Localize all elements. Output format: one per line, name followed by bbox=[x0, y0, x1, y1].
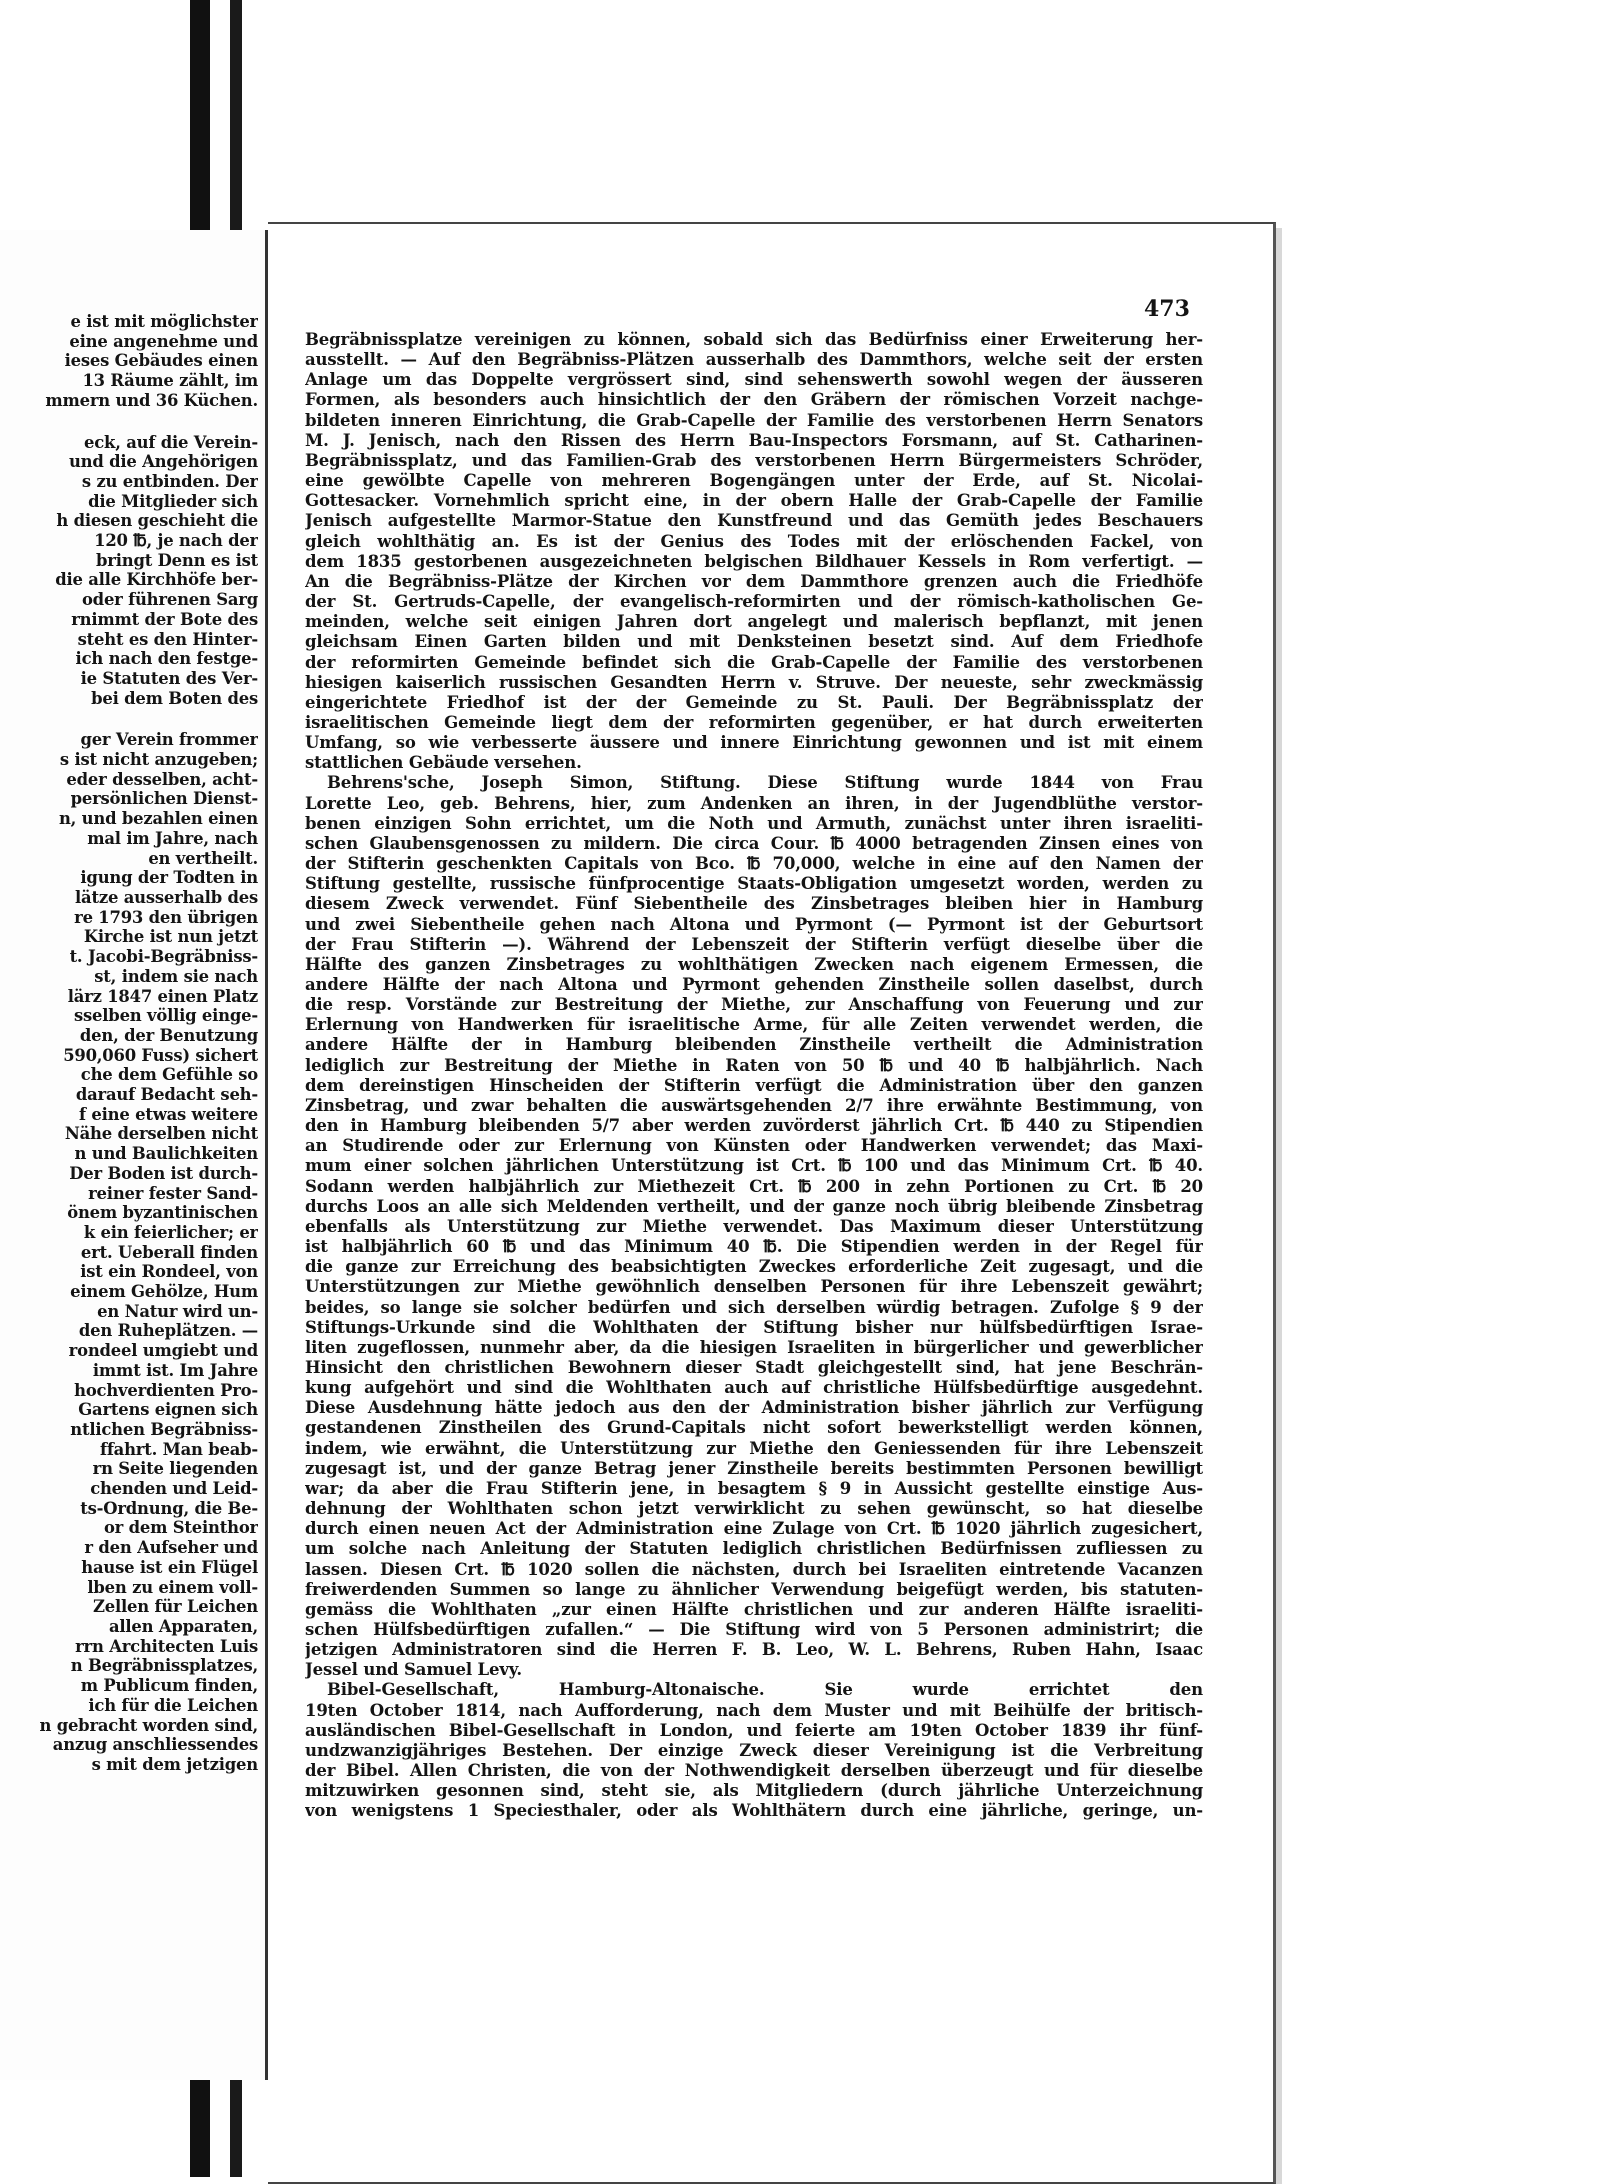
left-text-line: ieses Gebäudes einen bbox=[64, 351, 258, 371]
body-text-line: dem dereinstigen Hinscheiden der Stifterin verfügt die Administration über den ganzen bbox=[305, 1075, 1203, 1095]
body-text-line: M. J. Jenisch, nach den Rissen des Herrn Bau-Inspectors Forsmann, auf St. Catharinen- bbox=[305, 430, 1203, 450]
body-text-line: dem 1835 gestorbenen ausgezeichneten belgischen Bildhauer Kessels in Rom verfertigt. — bbox=[305, 551, 1203, 571]
left-text-line: e ist mit möglichster bbox=[70, 312, 258, 331]
body-text-line: Diese Ausdehnung hätte jedoch aus den der Administration bisher jährlich zur Verfügung bbox=[305, 1398, 1203, 1418]
body-text-line: Jenisch aufgestellte Marmor-Statue den Kunstfreund und das Gemüth jedes Beschauers bbox=[305, 511, 1203, 531]
left-text-line: persönlichen Dienst- bbox=[70, 789, 258, 809]
left-text-line: n Begräbnissplatzes, bbox=[70, 1656, 258, 1676]
body-text-line: Stiftung gestellte, russische fünfprocentige Staats-Obligation umgesetzt worden, werden zu bbox=[305, 874, 1203, 894]
left-text-line: mal im Jahre, nach bbox=[87, 828, 258, 848]
body-text-line: der Stifterin geschenkten Capitals von Bco. ℔ 70,000, welche in eine auf den Namen der bbox=[305, 854, 1203, 874]
left-text-line: mmern und 36 Küchen. bbox=[45, 390, 258, 410]
left-text-line: 120 ℔, je nach der bbox=[94, 531, 258, 551]
left-text-line: einem Gehölze, Hum bbox=[70, 1282, 258, 1302]
left-text-line: k ein feierlicher; er bbox=[83, 1222, 258, 1242]
page-number: 473 bbox=[1144, 296, 1190, 322]
left-text-line: ich nach den festge- bbox=[75, 649, 258, 669]
body-text-line: gestandenen Zinstheilen des Grund-Capitals nicht sofort bewerkstelligt werden können, bbox=[305, 1418, 1203, 1438]
body-text-line: die ganze zur Erreichung des beabsichtigten Zweckes erforderliche Zeit zugesagt, und die bbox=[305, 1257, 1203, 1277]
left-text-line: f eine etwas weitere bbox=[79, 1104, 258, 1124]
left-text-line: hochverdienten Pro- bbox=[74, 1380, 258, 1400]
left-text-line: allen Apparaten, bbox=[108, 1617, 258, 1636]
left-text-line: n, und bezahlen einen bbox=[58, 809, 258, 829]
body-text-line: bildeten inneren Einrichtung, die Grab-Capelle der Familie des verstorbenen Herrn Senators bbox=[305, 410, 1203, 430]
body-text-line: Hälfte des ganzen Zinsbetrages zu wohlthätigen Zwecken nach eigenem Ermessen, die bbox=[305, 954, 1203, 974]
body-text-line: israelitischen Gemeinde liegt dem der reformirten gegenüber, er hat durch erweiterten bbox=[305, 712, 1203, 732]
body-text-line: schen Hülfsbedürftigen zufallen.“ — Die Stiftung wird von 5 Personen administrirt; die bbox=[305, 1620, 1203, 1639]
left-text-line: darauf Bedacht seh- bbox=[75, 1085, 258, 1105]
left-text-line: bringt Denn es ist bbox=[96, 550, 258, 570]
body-text-line: ist halbjährlich 60 ℔ und das Minimum 40 ℔. Die Stipendien werden in der Regel für bbox=[305, 1237, 1203, 1257]
left-text-line: Nähe derselben nicht bbox=[64, 1124, 258, 1144]
body-text-line: und zwei Siebentheile gehen nach Altona und Pyrmont (— Pyrmont ist der Geburtsort bbox=[305, 914, 1203, 934]
body-text-line: indem, wie erwähnt, die Unterstützung zur Miethe den Geniessenden für ihre Lebenszeit bbox=[305, 1438, 1203, 1458]
left-text-line: n gebracht worden sind, bbox=[39, 1715, 258, 1735]
body-text-line: Erlernung von Handwerken für israelitische Arme, für alle Zeiten verwendet werden, die bbox=[305, 1015, 1203, 1035]
left-text-line: or dem Steinthor bbox=[103, 1518, 258, 1538]
body-text-line: stattlichen Gebäude versehen. bbox=[305, 753, 582, 773]
left-text-line: ist ein Rondeel, von bbox=[80, 1262, 258, 1282]
right-page-text-body bbox=[305, 330, 1203, 1822]
body-text-line: An die Begräbniss-Plätze der Kirchen vor dem Dammthore grenzen auch die Friedhöfe bbox=[305, 571, 1203, 591]
left-text-line: anzug anschliessendes bbox=[52, 1735, 258, 1755]
left-text-line: und die Angehörigen bbox=[68, 452, 258, 472]
left-text-line: hause ist ein Flügel bbox=[81, 1557, 258, 1577]
left-text-line: che dem Gefühle so bbox=[80, 1065, 258, 1085]
left-text-line: önem byzantinischen bbox=[67, 1203, 258, 1223]
body-text-line: Hinsicht den christlichen Bewohnern dieser Stadt gleichgestellt sind, hat jene Beschrän- bbox=[305, 1357, 1203, 1377]
left-text-line: chenden und Leid- bbox=[90, 1479, 258, 1499]
body-text-line: durch einen neuen Act der Administration eine Zulage von Crt. ℔ 1020 jährlich zugesichert, bbox=[305, 1519, 1203, 1539]
body-text-line: hiesigen kaiserlich russischen Gesandten Herrn v. Struve. Der neueste, sehr zweckmässig bbox=[305, 672, 1203, 692]
body-text-line: gleich wohlthätig an. Es ist der Genius des Todes mit der erlöschenden Fackel, von bbox=[305, 531, 1203, 551]
body-text-line: von wenigstens 1 Speciesthaler, oder als Wohlthätern durch eine jährliche, geringe, un- bbox=[305, 1801, 1203, 1821]
left-text-line: die alle Kirchhöfe ber- bbox=[55, 570, 258, 590]
left-text-line: immt ist. Im Jahre bbox=[92, 1360, 258, 1380]
body-text-line: meinden, welche seit einigen Jahren dort angelegt und malerisch bepflanzt, mit jenen bbox=[305, 612, 1203, 632]
left-text-line: Zellen für Leichen bbox=[92, 1597, 258, 1617]
body-text-line: lediglich zur Bestreitung der Miethe in Raten von 50 ℔ und 40 ℔ halbjährlich. Nach bbox=[305, 1055, 1203, 1075]
left-text-line: die Mitglieder sich bbox=[88, 491, 258, 511]
left-text-line: eder desselben, acht- bbox=[66, 769, 258, 789]
left-text-line: 13 Räume zählt, im bbox=[82, 371, 258, 391]
body-text-line: der Frau Stifterin —). Während der Lebenszeit der Stifterin verfügt dieselbe über die bbox=[305, 934, 1203, 954]
body-text-line: mum einer solchen jährlichen Unterstützung ist Crt. ℔ 100 und das Minimum Crt. ℔ 40. bbox=[305, 1156, 1203, 1176]
left-text-line: lärz 1847 einen Platz bbox=[67, 986, 258, 1006]
left-text-line: rrn Architecten Luis bbox=[75, 1636, 258, 1656]
body-text-line: den in Hamburg bleibenden 5/7 aber werden zuvörderst jährlich Crt. ℔ 440 zu Stipendien bbox=[305, 1116, 1203, 1136]
body-text-line: eine gewölbte Capelle von mehreren Bogengängen unter der Erde, auf St. Nicolai- bbox=[305, 471, 1203, 491]
body-text-line: Formen, als besonders auch hinsichtlich der den Gräbern der römischen Vorzeit nachge- bbox=[305, 390, 1203, 410]
left-text-line: ich für die Leichen bbox=[88, 1695, 258, 1715]
body-text-line: Begräbnissplatze vereinigen zu können, sobald sich das Bedürfniss einer Erweiterung her- bbox=[305, 330, 1203, 349]
left-text-line: reiner fester Sand- bbox=[88, 1183, 258, 1203]
body-text-line: Zinsbetrag, und zwar behalten die auswärtsgehenden 2/7 ihre erwähnte Bestimmung, von bbox=[305, 1095, 1203, 1115]
body-text-line: jetzigen Administratoren sind die Herren F. B. Leo, W. L. Behrens, Ruben Hahn, Isaac bbox=[305, 1640, 1203, 1660]
body-text-line: eingerichtete Friedhof ist der der Gemeinde zu St. Pauli. Der Begräbnissplatz der bbox=[305, 692, 1203, 712]
body-text-line: Unterstützungen zur Miethe gewöhnlich denselben Personen für ihre Lebenszeit gewährt; bbox=[305, 1277, 1203, 1297]
body-text-line: freiwerdenden Summen so lange zu ähnlicher Verwendung beigefügt werden, bis statuten- bbox=[305, 1579, 1203, 1599]
left-text-line: rnimmt der Bote des bbox=[71, 609, 258, 629]
body-text-line: war; da aber die Frau Stifterin jene, in besagtem § 9 in Aussicht gestellte einstige Aus- bbox=[305, 1478, 1203, 1498]
left-text-line: r den Aufseher und bbox=[84, 1538, 258, 1558]
body-text-line: undzwanzigjähriges Bestehen. Der einzige Zweck dieser Vereinigung ist die Verbreitung bbox=[305, 1740, 1203, 1760]
left-text-line: st, indem sie nach bbox=[94, 966, 258, 986]
body-text-line: ausländischen Bibel-Gesellschaft in London, und feierte am 19ten October 1839 ihr fünf- bbox=[305, 1720, 1203, 1740]
body-text-line: Anlage um das Doppelte vergrössert sind, sind sehenswerth sowohl wegen der äusseren bbox=[305, 370, 1203, 390]
left-page-text-column bbox=[0, 312, 258, 1775]
body-text-line: beides, so lange sie solcher bedürfen und sich derselben würdig betragen. Zufolge § 9 der bbox=[305, 1297, 1203, 1317]
left-text-line: n und Baulichkeiten bbox=[74, 1144, 258, 1164]
body-text-line: der Bibel. Allen Christen, die von der Nothwendigkeit derselben überzeugt und für dieselbe bbox=[305, 1761, 1203, 1781]
left-text-line: en vertheilt. bbox=[148, 848, 258, 868]
left-text-line: t. Jacobi-Begräbniss- bbox=[69, 947, 258, 967]
left-text-line: rn Seite liegenden bbox=[92, 1459, 258, 1479]
body-text-line: kung aufgehört und sind die Wohlthaten auch auf christliche Hülfsbedürftige ausgedehnt. bbox=[305, 1378, 1203, 1398]
body-text-line: Sodann werden halbjährlich zur Miethezeit Crt. ℔ 200 in zehn Portionen zu Crt. ℔ 20 bbox=[305, 1176, 1203, 1196]
body-text-line: an Studirende oder zur Erlernung von Künsten oder Handwerken verwendet; das Maxi- bbox=[305, 1136, 1203, 1156]
left-text-line: Der Boden ist durch- bbox=[69, 1163, 258, 1183]
left-text-line: re 1793 den übrigen bbox=[74, 907, 258, 927]
left-text-line: igung der Todten in bbox=[80, 868, 258, 888]
left-text-line: 590,060 Fuss) sichert bbox=[63, 1045, 258, 1065]
left-text-line: s zu entbinden. Der bbox=[81, 471, 258, 491]
body-text-line: Jessel und Samuel Levy. bbox=[305, 1660, 522, 1680]
left-text-line: en Natur wird un- bbox=[97, 1301, 258, 1321]
body-text-line: die resp. Vorstände zur Bestreitung der Miethe, zur Anschaffung von Feuerung und zur bbox=[305, 995, 1203, 1015]
body-text-line: der reformirten Gemeinde befindet sich die Grab-Capelle der Familie des verstorbenen bbox=[305, 652, 1203, 672]
body-text-line: Begräbnissplatz, und das Familien-Grab des verstorbenen Herrn Bürgermeisters Schröder, bbox=[305, 450, 1203, 470]
body-text-line: zugesagt ist, und der ganze Betrag jener Zinstheile bereits bestimmten Personen bewilligt bbox=[305, 1458, 1203, 1478]
left-text-line: ie Statuten des Ver- bbox=[80, 668, 258, 688]
body-text-line: durchs Loos an alle sich Meldenden vertheilt, und der ganze noch übrig bleibende Zinsbetrag bbox=[305, 1196, 1203, 1216]
body-text-line: andere Hälfte der nach Altona und Pyrmont gehenden Zinstheile sollen daselbst, durch bbox=[305, 975, 1203, 994]
body-text-line: 19ten October 1814, nach Aufforderung, nach dem Muster und mit Beihülfe der britisch- bbox=[305, 1700, 1203, 1720]
left-text-line: bei dem Boten des bbox=[91, 688, 258, 708]
body-text-line: Behrens'sche, Joseph Simon, Stiftung. Diese Stiftung wurde 1844 von Frau bbox=[327, 773, 1203, 793]
body-text-line: ausstellt. — Auf den Begräbniss-Plätzen ausserhalb des Dammthors, welche seit der ersten bbox=[305, 350, 1203, 370]
body-text-line: Bibel-Gesellschaft, Hamburg-Altonaische. Sie wurde errichtet den bbox=[327, 1680, 1203, 1700]
left-text-line: eck, auf die Verein- bbox=[84, 432, 258, 452]
body-text-line: lassen. Diesen Crt. ℔ 1020 sollen die nächsten, durch bei Israeliten eintretende Vacanzen bbox=[305, 1559, 1203, 1579]
left-text-line: lben zu einem voll- bbox=[87, 1577, 258, 1597]
left-text-line: eine angenehme und bbox=[69, 331, 258, 351]
left-text-line bbox=[0, 411, 258, 433]
left-text-line: den, der Benutzung bbox=[79, 1025, 258, 1045]
left-text-line: ntlichen Begräbniss- bbox=[70, 1419, 258, 1439]
body-text-line: der St. Gertruds-Capelle, der evangelisch-reformirten und der römisch-katholischen Ge- bbox=[305, 592, 1203, 612]
left-text-line: ffahrt. Man beab- bbox=[99, 1439, 258, 1459]
right-page bbox=[268, 222, 1276, 2184]
left-text-line: ger Verein frommer bbox=[80, 730, 258, 750]
body-text-line: gleichsam Einen Garten bilden und mit Denksteinen besetzt sind. Auf dem Friedhofe bbox=[305, 632, 1203, 652]
body-text-line: gemäss die Wohlthaten „zur einen Hälfte christlichen und zur anderen Hälfte israeliti- bbox=[305, 1599, 1203, 1619]
left-page bbox=[0, 230, 268, 2080]
left-text-line: Kirche ist nun jetzt bbox=[83, 927, 258, 947]
body-text-line: um solche nach Anleitung der Statuten lediglich christlichen Bedürfnissen zufliessen zu bbox=[305, 1539, 1203, 1559]
body-text-line: Lorette Leo, geb. Behrens, hier, zum Andenken an ihren, in der Jugendblüthe verstor- bbox=[305, 793, 1203, 813]
left-text-line: oder führenen Sarg bbox=[81, 590, 258, 610]
body-text-line: liten zugeflossen, nunmehr aber, da die hiesigen Israeliten in bürgerlicher und gewerblicher bbox=[305, 1337, 1203, 1357]
left-text-line: s mit dem jetzigen bbox=[91, 1754, 258, 1774]
body-text-line: diesem Zweck verwendet. Fünf Siebentheile des Zinsbetrages bleiben hier in Hamburg bbox=[305, 894, 1203, 914]
left-text-line: rondeel umgiebt und bbox=[68, 1341, 258, 1361]
body-text-line: benen einzigen Sohn errichtet, um die Noth und Armuth, zunächst unter ihren israeliti- bbox=[305, 813, 1203, 833]
body-text-line: schen Glaubensgenossen zu mildern. Die circa Cour. ℔ 4000 betragenden Zinsen eines von bbox=[305, 833, 1203, 853]
left-text-line: den Ruheplätzen. — bbox=[78, 1321, 258, 1341]
body-text-line: andere Hälfte der in Hamburg bleibenden Zinstheile vertheilt die Administration bbox=[305, 1035, 1203, 1055]
left-text-line: ts-Ordnung, die Be- bbox=[80, 1498, 258, 1518]
body-text-line: ebenfalls als Unterstützung zur Miethe verwendet. Das Maximum dieser Unterstützung bbox=[305, 1216, 1203, 1236]
left-text-line: steht es den Hinter- bbox=[77, 629, 258, 649]
body-text-line: mitzuwirken gesonnen sind, steht sie, als Mitgliedern (durch jährliche Unterzeichnung bbox=[305, 1781, 1203, 1801]
left-text-line: h diesen geschieht die bbox=[56, 511, 258, 531]
left-text-line: lätze ausserhalb des bbox=[75, 887, 258, 907]
body-text-line: dehnung der Wohlthaten schon jetzt verwirklicht zu sehen gewünscht, so hat dieselbe bbox=[305, 1499, 1203, 1519]
body-text-line: Stiftungs-Urkunde sind die Wohlthaten der Stiftung bisher nur hülfsbedürftigen Israe- bbox=[305, 1317, 1203, 1337]
body-text-line: Umfang, so wie verbesserte äussere und innere Einrichtung gewonnen und ist mit einem bbox=[305, 733, 1203, 753]
left-text-line: m Publicum finden, bbox=[80, 1676, 258, 1696]
left-text-line: Gartens eignen sich bbox=[78, 1400, 258, 1420]
left-text-line: ert. Ueberall finden bbox=[80, 1242, 258, 1262]
body-text-line: Gottesacker. Vornehmlich spricht eine, in der obern Halle der Grab-Capelle der Familie bbox=[305, 491, 1203, 511]
left-text-line bbox=[0, 708, 258, 730]
left-text-line: sselben völlig einge- bbox=[74, 1006, 258, 1026]
left-text-line: s ist nicht anzugeben; bbox=[59, 750, 258, 770]
